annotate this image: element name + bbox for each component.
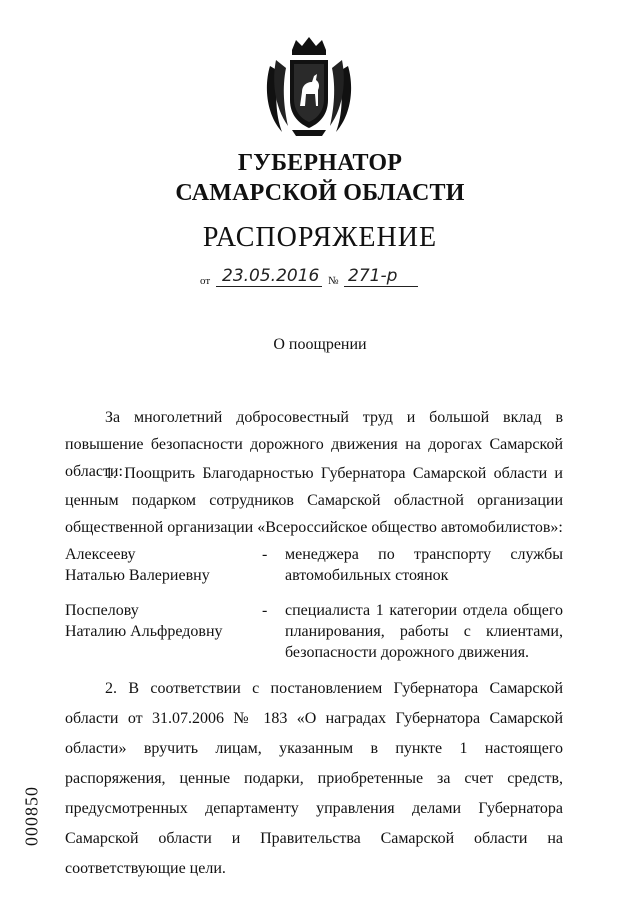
issuer-title-line1: ГУБЕРНАТОР [237, 150, 403, 176]
recipient-dash: - [262, 602, 268, 619]
recipient-given-names: Наталию Альфредовну [65, 623, 223, 640]
document-type-title: РАСПОРЯЖЕНИЕ [202, 222, 438, 253]
recipient-surname: Алексееву [65, 546, 136, 563]
number-underline [344, 286, 418, 287]
margin-registration-number [20, 776, 44, 856]
item-2-paragraph: 2. В соответствии с постановлением Губернатора Самарской области от 31.07.2006 № 183 «О наградах Губернатора Самарской области» вручить лицам, указанным в пункте 1 настоящего распоряжения, ценные подарки, приобретенные за счет средств, предусмотренных департаменту управления делами Губернатора Самарской области и Правительства Самарской области на соответствующие цели. [65, 680, 563, 877]
number-value: 271-р [348, 266, 398, 286]
intro-paragraph: За многолетний добросовестный труд и большой вклад в повышение безопасности дорожного движения на дорогах Самарской области: [65, 409, 563, 480]
recipient-name [65, 600, 250, 642]
recipient-surname: Поспелову [65, 602, 139, 619]
recipient-position: специалиста 1 категории отдела общего планирования, работы с клиентами, безопасности дорожного движения. [285, 602, 563, 661]
recipient-name [65, 544, 250, 586]
recipient-dash: - [262, 546, 268, 563]
item-1-paragraph: 1. Поощрить Благодарностью Губернатора Самарской области и ценным подарком сотрудников Самарской областной организации общественной организации «Всероссийское общество автомобилистов»: [65, 465, 563, 536]
date-label: от [200, 275, 211, 287]
issuer-title-line2: САМАРСКОЙ ОБЛАСТИ [175, 180, 465, 206]
number-label: № [328, 275, 339, 287]
recipient-position: менеджера по транспорту службы автомобильных стоянок [285, 546, 563, 584]
date-underline [216, 286, 322, 287]
recipient-given-names: Наталью Валериевну [65, 567, 210, 584]
date-value: 23.05.2016 [222, 266, 320, 286]
registration-number-text: 000850 [21, 786, 42, 846]
document-subject: О поощрении [273, 336, 367, 353]
samara-region-coat-of-arms-icon [262, 36, 356, 140]
date-number-line [200, 266, 440, 290]
